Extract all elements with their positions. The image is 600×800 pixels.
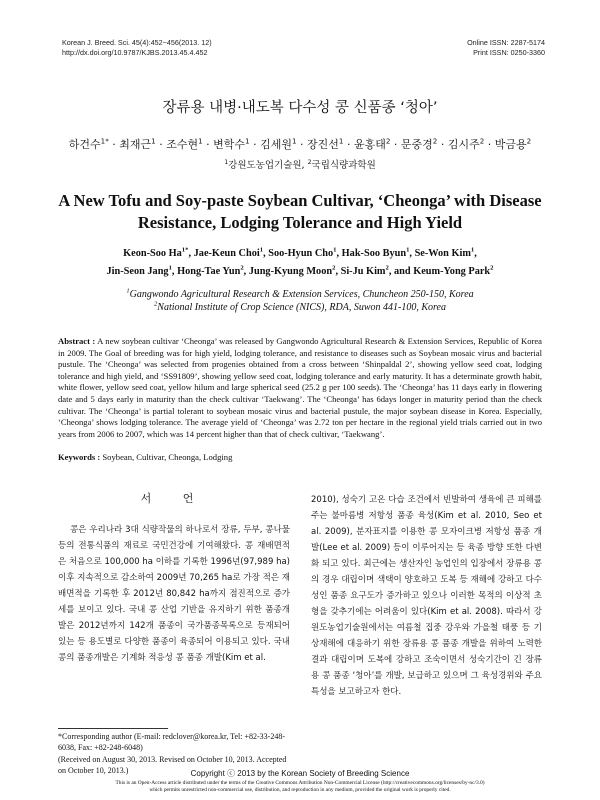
english-authors: Keon-Soo $Ha^{1*}$, Jae-Keun Choi$^1$, Soo-Hyun Cho$^1$, Hak-Soo Byun$^1$, Se-Won Kim$^1$, Jin-Seon Jang$^1$, Hong-Tae Yun$^2$, Jung-Kyung Moon$^2$, Si-Ju Kim$^2$, and Keum-Yong Park$^2$	[106, 246, 494, 277]
doi-link[interactable]: http://dx.doi.org/10.9787/KJBS.2013.45.4.452	[62, 48, 208, 57]
korean-affiliations: $^1$강원도농업기술원, $^2$국립식량과학원	[224, 158, 376, 171]
english-affiliations: $^1$Gangwondo Agricultural Research & Extension Services, Chuncheon 250-150, Korea $^2$National Institute of Crop Science (NICS), RDA, Suwon 441-100, Korea	[126, 287, 474, 313]
intro-paragraph-left: 콩은 우리나라 3대 식량작물의 하나로서 장류, 두부, 콩나물 등의 전통식품의 재료로 국민건강에 기여해왔다. 콩 재배면적은 처음으로 100,000 ha 이하를 기록한 1996년(97,989 ha) 이후 지속적으로 감소하여 2009년 70,265 ha로 가장 적은 재배면적을 기록한 후 2012년 80,842 ha까지 점진적으로 증가세를 보이고 있다. 국내 콩 산업 기반을 유지하기 위한 품종개발은 2012년까지 142개 품종이 국가품종목록으로 등재되어 있는 등 용도별로 다양한 품종이 육종되어 이용되고 있다. 국내 콩의 품종개발은 기계화 적응성 콩 품종 개발(Kim et al.	[58, 525, 290, 663]
journal-header	[62, 38, 212, 58]
abstract-text: A new soybean cultivar ‘Cheonga’ was released by Gangwondo Agricultural Research & Extension Services, Republic of Korea in 2009. The Goal of breeding was for high yield, lodging tolerance, and resistance to diseases such as Soybean mosaic virus and bacterial pustule. The ‘Cheonga’ was selected from progenies obtained from a cross between ‘Shinpaldal 2’, showing yellow seed coat, lodging tolerance and high yield, and ‘SS91809’, showing yellow seed coat, lodging tolerance and early maturity. It has a determinate growth habit, white flower, yellow seed coat, yellow hilum and large spherical seed (25.2 g per 100 seeds). The ‘Cheonga’ has 11 days early in flowering date and 5 days early in maturity than the check cultivar ‘Taekwang’. The ‘Cheonga’ has 6days longer in maturity period than the check cultivar. The ‘Cheonga’ is partial tolerant to soybean mosaic virus and bacterial pustule, the major soybean disease in Korea. Especially, ‘Cheonga’ shows lodging tolerance. The average yield of ‘Cheonga’ was 2.72 ton per hectare in the regional yield trials carried out in two years from 2006 to 2007, which was 14 percent higher than that of check cultivar, ‘Taekwang’.	[58, 336, 542, 439]
footnote-rule	[58, 728, 168, 729]
copyright-line: Copyright ⓒ 2013 by the Korean Society of Breeding Science	[190, 769, 410, 778]
keywords-label: Keywords :	[58, 452, 101, 462]
keywords-text: Soybean, Cultivar, Cheonga, Lodging	[102, 452, 233, 462]
body-column-right	[311, 492, 542, 700]
online-issn: Online ISSN: 2287-5174	[467, 38, 545, 47]
abstract	[58, 336, 542, 440]
issn-header	[467, 38, 545, 58]
korean-title: 장류용 내병·내도복 다수성 콩 신품종 ‘청아’	[162, 100, 438, 116]
korean-authors: 하건수$^{1*}$ · 최재근$^1$ · 조수현$^1$ · 변학수$^1$ · 김세원$^1$ · 장진선$^1$ · 윤홍태$^2$ · 문중경$^2$ · 김시주$^2$ · 박금용$^2$	[68, 136, 532, 151]
license-notice: This is an Open-Access article distributed under the terms of the Creative Commons Attribution Non-Commercial License (http://creativecommons.org/licenses/by-nc/3.0) which permits unrestricted non-commercial use, distribution, and reproduction in any medium, provided the original work is properly cited.	[115, 780, 485, 793]
intro-paragraph-right: 2010), 성숙기 고온 다습 조건에서 빈발하여 생육에 큰 피해를 주는 불마름병 저항성 품종 육성(Kim et al. 2010, Seo et al. 2009), 분자표지를 이용한 콩 모자이크병 저항성 품종 개발(Lee et al. 2009) 등이 이루어지는 등 육종 방향 또한 다변화 되고 있다. 최근에는 생산자인 농업인의 입장에서 장류용 콩의 경우 대립이며 색택이 양호하고 도복 등 재해에 강하고 다수성인 품종 요구도가 증가하고 있으나 이러한 목적의 이상적 초형을 갖추기에는 어려움이 있다(Kim et al. 2008). 따라서 강원도농업기술원에서는 여름철 집중 강우와 가을철 태풍 등 기상재해에 대응하기 위한 장류용 콩 품종 개발을 위하여 노력한 결과 대립이며 도복에 강하고 조숙이면서 성숙기간이 긴 장류용 콩 품종 ‘청아’를 개발, 보급하고 있으며 그 육성경위와 주요특성을 보고하고자 한다.	[311, 495, 542, 697]
received-dates-note: (Received on August 30, 2013. Revised on October 10, 2013. Accepted on October 10, 2013.)	[58, 755, 287, 775]
abstract-label: Abstract :	[58, 336, 96, 346]
keywords	[58, 452, 542, 462]
print-issn: Print ISSN: 0250-3360	[473, 48, 545, 57]
corresponding-author-note: *Corresponding author (E-mail: redclover@korea.kr, Tel: +82-33-248-6038, Fax: +82-248-6048)	[58, 732, 286, 752]
english-title: A New Tofu and Soy-paste Soybean Cultivar, ‘Cheonga’ with Disease Resistance, Lodging Tolerance and High Yield	[58, 191, 542, 232]
journal-citation: Korean J. Breed. Sci. 45(4):452~456(2013. 12)	[62, 38, 212, 47]
body-column-left	[58, 492, 290, 666]
section-heading-intro: 서 언	[140, 492, 208, 505]
